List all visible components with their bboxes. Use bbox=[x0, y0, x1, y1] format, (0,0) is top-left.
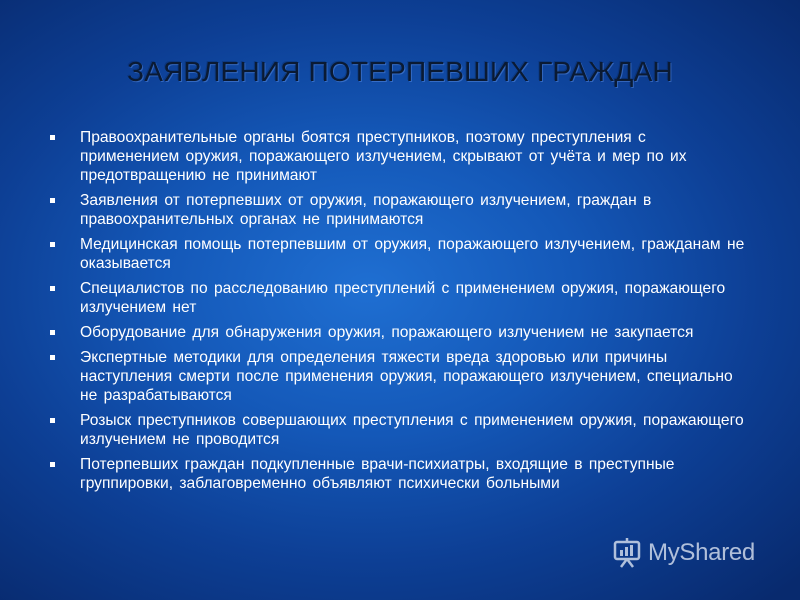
bullet-item bbox=[48, 279, 748, 317]
myshared-watermark bbox=[610, 536, 755, 570]
watermark-text: MyShared bbox=[648, 539, 755, 566]
bullet-text: Экспертные методики для определения тяжести вреда здоровью или причины наступления смерти после применения оружия, поражающего излучением, специально не разрабатываются bbox=[80, 349, 733, 404]
bullet-marker bbox=[50, 135, 55, 140]
bullet-item bbox=[48, 455, 748, 493]
bullet-item bbox=[48, 128, 748, 185]
bullet-list bbox=[48, 128, 748, 499]
bullet-marker bbox=[50, 286, 55, 291]
bullet-marker bbox=[50, 198, 55, 203]
bullet-item bbox=[48, 191, 748, 229]
bullet-text: Заявления от потерпевших от оружия, поражающего излучением, граждан в правоохранительных органах не принимаются bbox=[80, 192, 652, 228]
bullet-item bbox=[48, 411, 748, 449]
bullet-text: Медицинская помощь потерпевшим от оружия, поражающего излучением, гражданам не оказывается bbox=[80, 236, 745, 272]
presentation-board-icon bbox=[610, 536, 644, 570]
bullet-text: Потерпевших граждан подкупленные врачи-психиатры, входящие в преступные группировки, заблаговременно объявляют психически больными bbox=[80, 456, 675, 492]
bullet-text: Оборудование для обнаружения оружия, поражающего излучением не закупается bbox=[80, 324, 694, 341]
bullet-item bbox=[48, 235, 748, 273]
slide-title: ЗАЯВЛЕНИЯ ПОТЕРПЕВШИХ ГРАЖДАН bbox=[127, 56, 673, 87]
bullet-text: Правоохранительные органы боятся преступников, поэтому преступления с применением оружия, поражающего излучением, скрывают от учёта и мер по их предотвращению не принимают bbox=[80, 129, 687, 184]
bullet-item bbox=[48, 323, 748, 342]
bullet-marker bbox=[50, 242, 55, 247]
bullet-text: Розыск преступников совершающих преступления с применением оружия, поражающего излучением не проводится bbox=[80, 412, 744, 448]
bullet-item bbox=[48, 348, 748, 405]
bullet-text: Специалистов по расследованию преступлений с применением оружия, поражающего излучением нет bbox=[80, 280, 726, 316]
bullet-marker bbox=[50, 330, 55, 335]
bullet-marker bbox=[50, 418, 55, 423]
bullet-marker bbox=[50, 462, 55, 467]
bullet-marker bbox=[50, 355, 55, 360]
